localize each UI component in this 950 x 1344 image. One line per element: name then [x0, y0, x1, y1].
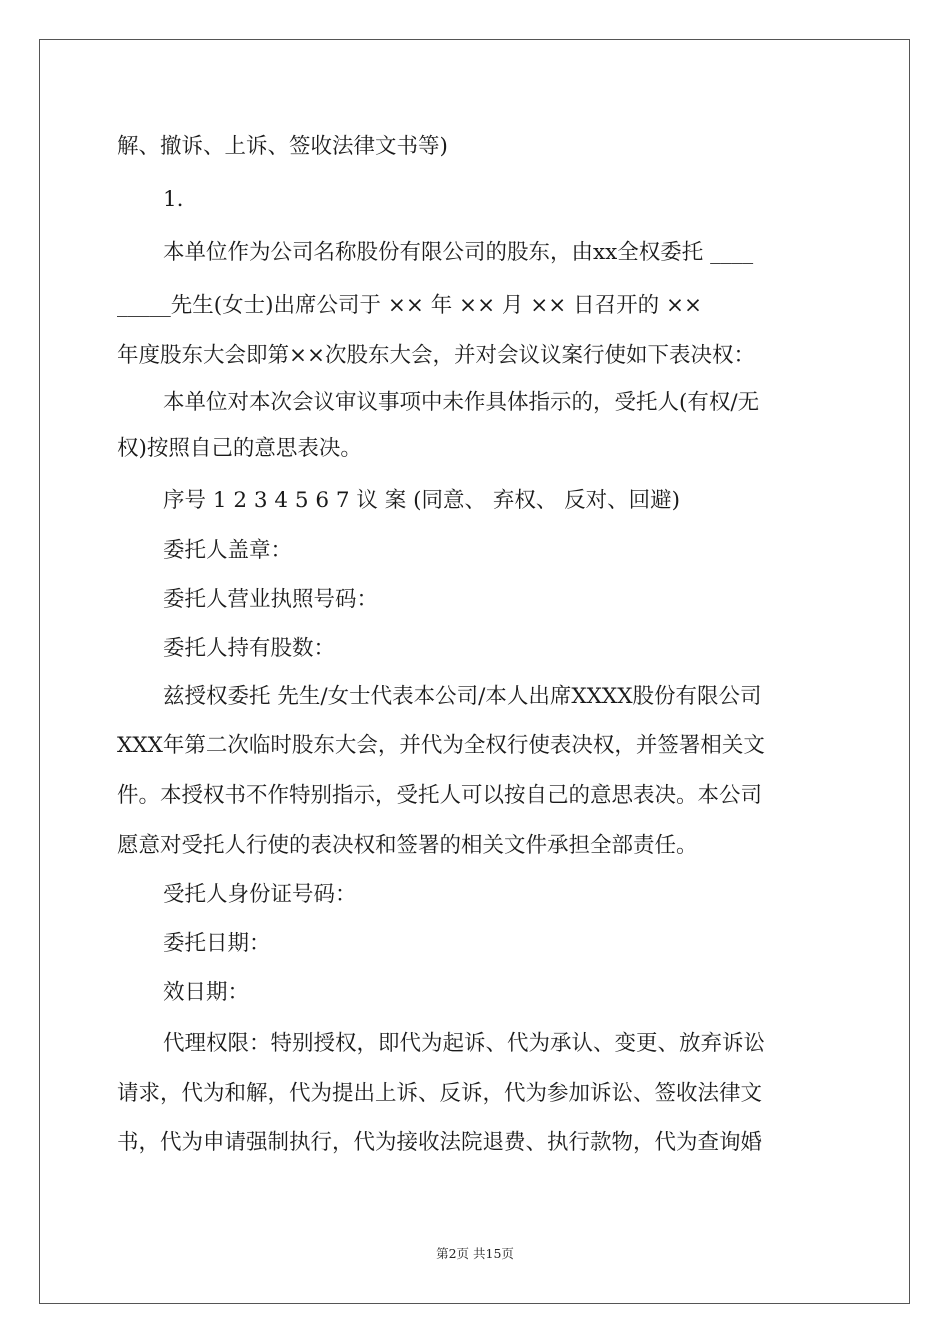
text-line: XXX年第二次临时股东大会，并代为全权行使表决权，并签署相关文: [117, 733, 765, 758]
text-line: 序号 1 2 3 4 5 6 7 议 案 (同意、 弃权、 反对、回避): [163, 488, 681, 513]
page-footer: 第2页 共15页: [436, 1246, 514, 1261]
text-line: 愿意对受托人行使的表决权和签署的相关文件承担全部责任。: [117, 833, 698, 858]
text-line: 效日期：: [163, 980, 250, 1005]
text-line: 委托人营业执照号码：: [163, 587, 379, 612]
text-line: 本单位作为公司名称股份有限公司的股东，由xx全权委托 ____: [163, 240, 754, 265]
text-line: 1.: [163, 187, 184, 212]
text-line: 年度股东大会即第××次股东大会，并对会议议案行使如下表决权：: [117, 343, 756, 368]
text-line: 件。本授权书不作特别指示，受托人可以按自己的意思表决。本公司: [117, 783, 763, 808]
text-line: 委托人盖章：: [163, 538, 293, 563]
page-border: [39, 39, 910, 1304]
text-line: 本单位对本次会议审议事项中未作具体指示的，受托人(有权/无: [163, 390, 760, 415]
text-line: 委托日期：: [163, 931, 271, 956]
text-line: 代理权限：特别授权，即代为起诉、代为承认、变更、放弃诉讼: [163, 1031, 766, 1056]
text-line: 兹授权委托 先生/女士代表本公司/本人出席XXXX股份有限公司: [163, 684, 762, 709]
text-line: 请求，代为和解，代为提出上诉、反诉，代为参加诉讼、签收法律文: [117, 1081, 763, 1106]
text-line: 委托人持有股数：: [163, 636, 336, 661]
text-line: _____先生(女士)出席公司于 ×× 年 ×× 月 ×× 日召开的 ××: [117, 293, 702, 318]
text-line: 受托人身份证号码：: [163, 882, 357, 907]
text-line: 权)按照自己的意思表决。: [117, 436, 362, 461]
text-line: 书，代为申请强制执行，代为接收法院退费、执行款物，代为查询婚: [117, 1130, 763, 1155]
text-line: 解、撤诉、上诉、签收法律文书等): [117, 134, 448, 159]
